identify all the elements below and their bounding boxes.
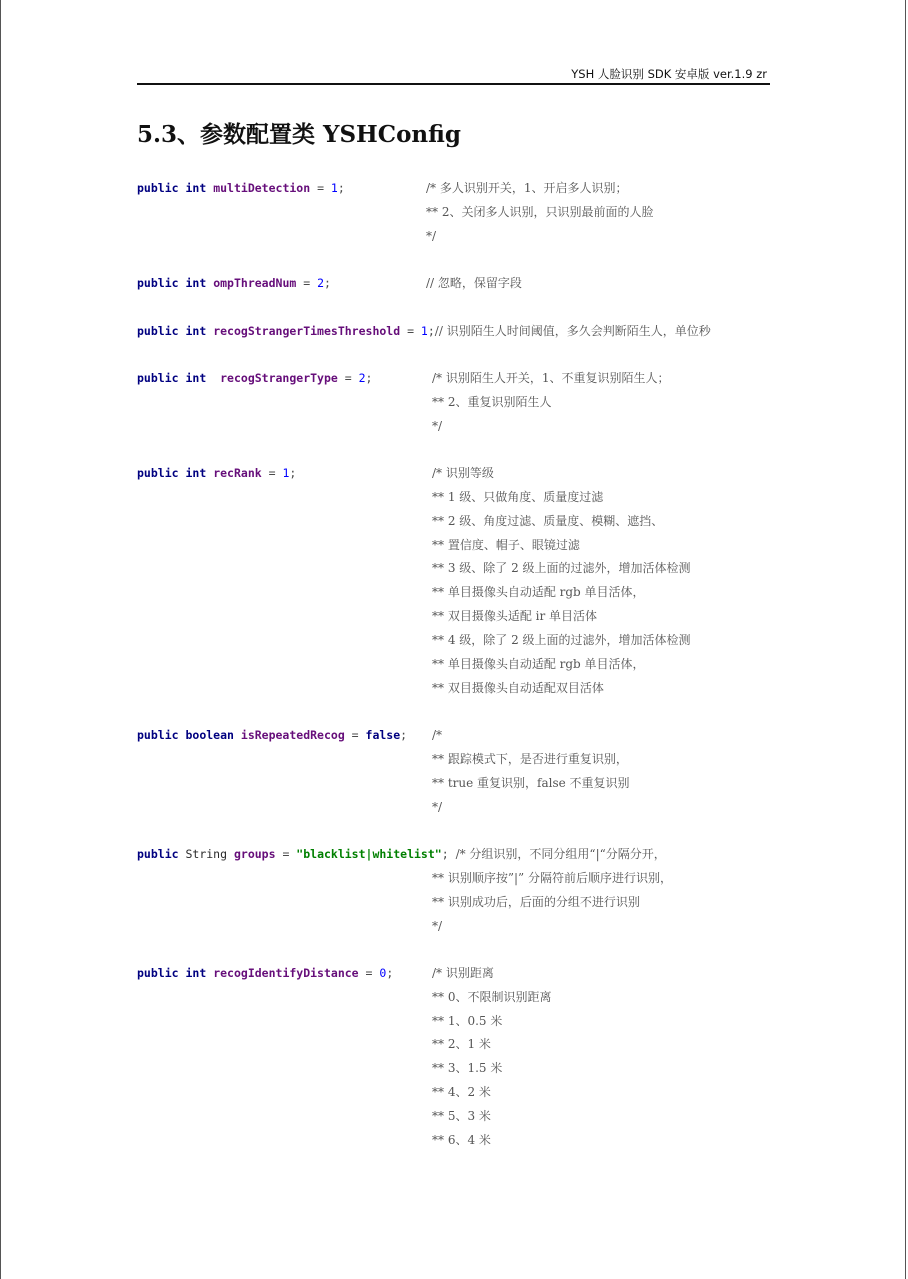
- field-declaration: [137, 728, 407, 742]
- comment-line: ** 置信度、帽子、眼镜过滤: [432, 538, 580, 552]
- field-declaration: [137, 966, 393, 980]
- assign-op: =: [296, 276, 318, 290]
- semicolon: ;: [441, 847, 449, 861]
- assign-op: =: [358, 966, 380, 980]
- comment-line: ** 1 级、只做角度、质量度过滤: [432, 490, 604, 504]
- modifier: public: [137, 276, 179, 290]
- field-value: 2: [358, 371, 366, 385]
- modifier: public: [137, 966, 179, 980]
- field-declaration: [137, 847, 666, 861]
- field-name: recogStrangerType: [220, 371, 338, 385]
- comment-line: /* 识别距离: [432, 966, 494, 980]
- comment-line: */: [426, 229, 437, 243]
- semicolon: ;: [289, 466, 297, 480]
- field-value: 1: [282, 466, 290, 480]
- field-value: 1: [330, 181, 338, 195]
- comment-line: // 忽略，保留字段: [426, 276, 522, 290]
- field-name: multiDetection: [213, 181, 311, 195]
- assign-op: =: [310, 181, 331, 195]
- comment-line: ** 识别顺序按”|” 分隔符前后顺序进行识别，: [432, 871, 672, 885]
- comment-line: ** 双目摄像头自动适配双目活体: [432, 681, 604, 695]
- comment-line: ** 单目摄像头自动适配 rgb 单目活体，: [432, 585, 645, 599]
- comment-line: ** 单目摄像头自动适配 rgb 单目活体，: [432, 657, 645, 671]
- modifier: public: [137, 847, 179, 861]
- comment-line: ** 2、关闭多人识别，只识别最前面的人脸: [426, 205, 654, 219]
- comment-line: /* 多人识别开关，1、开启多人识别；: [426, 181, 628, 195]
- type: int: [185, 181, 207, 195]
- modifier: public: [137, 371, 179, 385]
- type: int: [185, 324, 207, 338]
- field-name: ompThreadNum: [213, 276, 297, 290]
- field-value: 1: [420, 324, 428, 338]
- modifier: public: [137, 324, 179, 338]
- modifier: public: [137, 728, 179, 742]
- field-name: recogIdentifyDistance: [213, 966, 359, 980]
- comment-line: ** 跟踪模式下，是否进行重复识别，: [432, 752, 628, 766]
- field-declaration: [137, 466, 296, 480]
- field-value: "blacklist|whitelist": [296, 847, 442, 861]
- modifier: public: [137, 181, 179, 195]
- assign-op: =: [275, 847, 297, 861]
- modifier: public: [137, 466, 179, 480]
- field-declaration: [137, 181, 345, 195]
- comment-line: ** 3 级、除了 2 级上面的过滤外，增加活体检测: [432, 561, 691, 575]
- comment-line: ** 2、1 米: [432, 1037, 491, 1051]
- comment-inline: /* 分组识别，不同分组用“|“分隔分开，: [455, 847, 666, 861]
- section-title: 5.3、参数配置类 YSHConfig: [137, 121, 461, 148]
- comment-line: /*: [432, 728, 443, 742]
- field-name: isRepeatedRecog: [240, 728, 345, 742]
- field-name: recogStrangerTimesThreshold: [213, 324, 401, 338]
- type: boolean: [185, 728, 234, 742]
- assign-op: =: [344, 728, 366, 742]
- running-header: YSH 人脸识别 SDK 安卓版 ver.1.9 zr: [571, 67, 767, 81]
- comment-line: ** true 重复识别，false 不重复识别: [432, 776, 630, 790]
- comment-line: /* 识别陌生人开关，1、不重复识别陌生人；: [432, 371, 670, 385]
- field-name: groups: [233, 847, 276, 861]
- semicolon: ;: [365, 371, 373, 385]
- field-value: 2: [317, 276, 325, 290]
- assign-op: =: [400, 324, 421, 338]
- comment-line: ** 4、2 米: [432, 1085, 491, 1099]
- comment-line: ** 0、不限制识别距离: [432, 990, 552, 1004]
- type: int: [185, 371, 207, 385]
- semicolon: ;: [427, 324, 435, 338]
- field-value: false: [365, 728, 401, 742]
- comment-line: ** 识别成功后，后面的分组不进行识别: [432, 895, 640, 909]
- comment-line: ** 5、3 米: [432, 1109, 491, 1123]
- comment-line: ** 2 级、角度过滤、质量度、模糊、遮挡、: [432, 514, 664, 528]
- comment-inline: // 识别陌生人时间阈值，多久会判断陌生人，单位秒: [434, 324, 711, 338]
- comment-line: ** 3、1.5 米: [432, 1061, 503, 1075]
- field-name: recRank: [213, 466, 262, 480]
- comment-line: ** 6、4 米: [432, 1133, 491, 1147]
- field-declaration: [137, 276, 331, 290]
- semicolon: ;: [324, 276, 331, 290]
- comment-line: ** 1、0.5 米: [432, 1014, 503, 1028]
- field-declaration: [137, 324, 711, 338]
- comment-line: */: [432, 419, 443, 433]
- type: int: [185, 966, 207, 980]
- semicolon: ;: [386, 966, 394, 980]
- field-declaration: [137, 371, 372, 385]
- comment-line: ** 2、重复识别陌生人: [432, 395, 552, 409]
- comment-line: */: [432, 919, 443, 933]
- type: int: [185, 466, 207, 480]
- semicolon: ;: [400, 728, 408, 742]
- assign-op: =: [337, 371, 359, 385]
- comment-line: ** 双目摄像头适配 ir 单目活体: [432, 609, 598, 623]
- comment-line: /* 识别等级: [432, 466, 494, 480]
- field-value: 0: [379, 966, 387, 980]
- type: String: [185, 847, 228, 861]
- comment-line: ** 4 级，除了 2 级上面的过滤外，增加活体检测: [432, 633, 691, 647]
- type: int: [185, 276, 207, 290]
- assign-op: =: [261, 466, 283, 480]
- semicolon: ;: [337, 181, 345, 195]
- comment-line: */: [432, 800, 443, 814]
- header-rule: [137, 83, 770, 85]
